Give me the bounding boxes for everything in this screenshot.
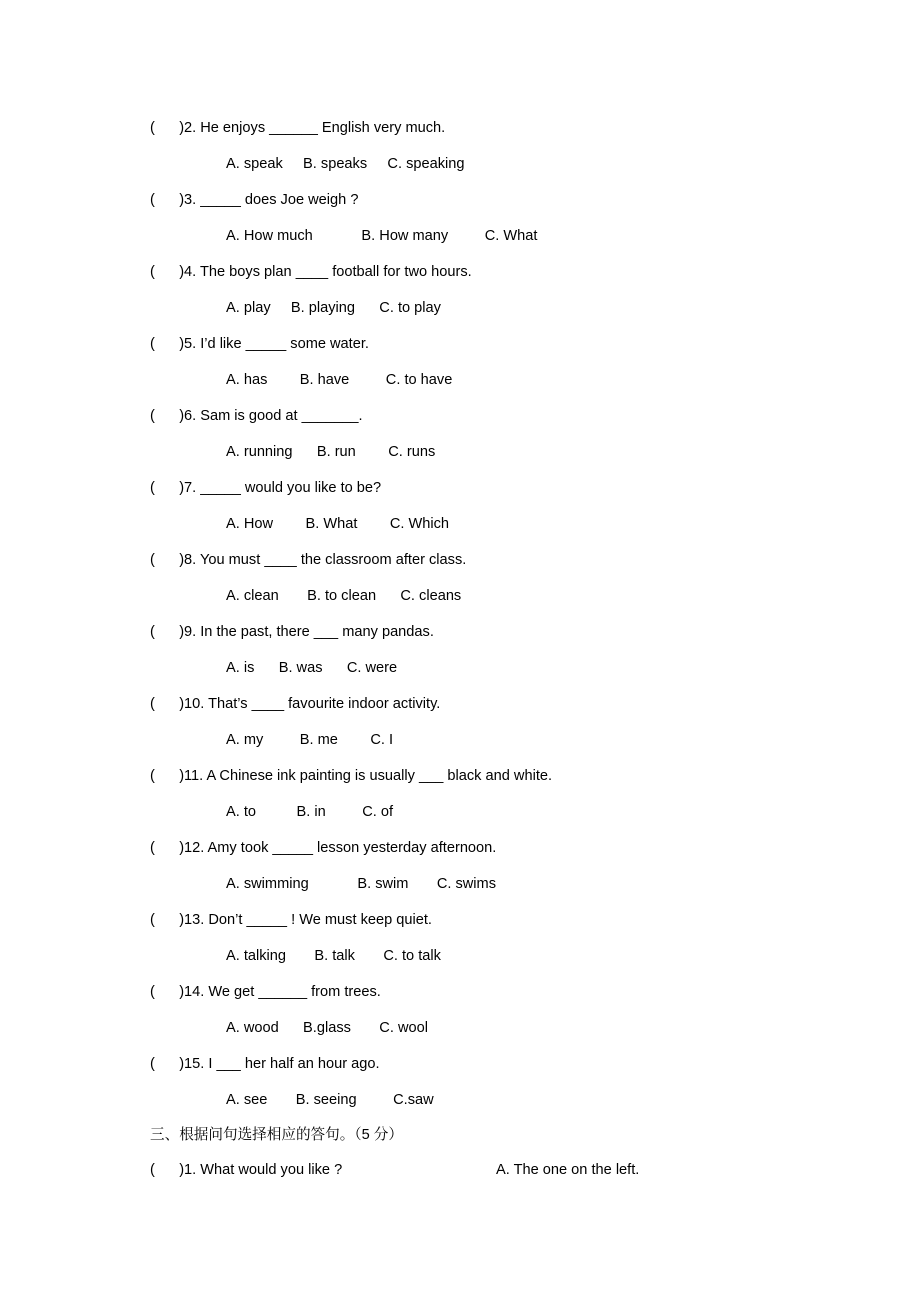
answer-bracket[interactable]: ( ) (150, 695, 185, 712)
question-stem-line (150, 614, 830, 650)
question-stem: 11. A Chinese ink painting is usually ___ black and white. (184, 767, 553, 784)
question-item (150, 686, 830, 758)
question-stem-line (150, 758, 830, 794)
answer-bracket[interactable]: ( ) (150, 767, 185, 784)
answer-bracket[interactable]: ( ) (150, 983, 185, 1000)
answer-bracket[interactable]: ( ) (150, 911, 185, 928)
question-item (150, 974, 830, 1046)
question-stem-line (150, 830, 830, 866)
question-stem: 13. Don’t _____ ! We must keep quiet. (184, 911, 432, 928)
question-stem-line (150, 254, 830, 290)
answer-bracket[interactable]: ( ) (150, 1161, 185, 1178)
question-stem-line (150, 974, 830, 1010)
question-stem-line (150, 902, 830, 938)
question-stem-line (150, 398, 830, 434)
matching-item (150, 1152, 830, 1188)
question-stem: 6. Sam is good at _______. (184, 407, 363, 424)
matching-question: 1. What would you like ? (184, 1161, 343, 1178)
question-options: A. my B. me C. I (226, 731, 394, 748)
question-options: A. see B. seeing C.saw (226, 1091, 434, 1108)
question-stem-line (150, 110, 830, 146)
question-options: A. has B. have C. to have (226, 371, 453, 388)
question-item (150, 110, 830, 182)
answer-bracket[interactable]: ( ) (150, 263, 185, 280)
answer-bracket[interactable]: ( ) (150, 623, 185, 640)
question-stem: 2. He enjoys ______ English very much. (184, 119, 446, 136)
question-stem: 14. We get ______ from trees. (184, 983, 381, 1000)
question-stem: 4. The boys plan ____ football for two hours. (184, 263, 472, 280)
question-stem: 9. In the past, there ___ many pandas. (184, 623, 434, 640)
answer-bracket[interactable]: ( ) (150, 551, 185, 568)
question-options: A. How B. What C. Which (226, 515, 450, 532)
question-options: A. clean B. to clean C. cleans (226, 587, 462, 604)
question-options: A. wood B.glass C. wool (226, 1019, 428, 1036)
answer-bracket[interactable]: ( ) (150, 479, 185, 496)
question-stem-line (150, 470, 830, 506)
question-stem-line (150, 686, 830, 722)
question-options: A. play B. playing C. to play (226, 299, 441, 316)
question-options: A. running B. run C. runs (226, 443, 436, 460)
answer-bracket[interactable]: ( ) (150, 1055, 185, 1072)
question-stem: 15. I ___ her half an hour ago. (184, 1055, 380, 1072)
question-item (150, 614, 830, 686)
question-stem: 12. Amy took _____ lesson yesterday afternoon. (184, 839, 497, 856)
question-item (150, 1046, 830, 1118)
answer-bracket[interactable]: ( ) (150, 335, 185, 352)
question-options: A. How much B. How many C. What (226, 227, 538, 244)
question-stem-line (150, 326, 830, 362)
section-heading-three: 三、根据问句选择相应的答句。（5 分） (150, 1126, 403, 1143)
question-item (150, 326, 830, 398)
question-item (150, 254, 830, 326)
question-options: A. is B. was C. were (226, 659, 398, 676)
answer-bracket[interactable]: ( ) (150, 119, 185, 136)
question-item (150, 182, 830, 254)
question-options: A. to B. in C. of (226, 803, 394, 820)
question-options: A. speak B. speaks C. speaking (226, 155, 465, 172)
question-stem-line (150, 542, 830, 578)
question-stem-line (150, 182, 830, 218)
answer-bracket[interactable]: ( ) (150, 839, 185, 856)
question-item (150, 758, 830, 830)
question-item (150, 830, 830, 902)
matching-answer: A. The one on the left. (496, 1161, 640, 1178)
question-options: A. swimming B. swim C. swims (226, 875, 497, 892)
question-stem: 8. You must ____ the classroom after class. (184, 551, 467, 568)
question-stem: 10. That’s ____ favourite indoor activity. (184, 695, 441, 712)
question-item (150, 470, 830, 542)
question-stem: 5. I’d like _____ some water. (184, 335, 369, 352)
answer-bracket[interactable]: ( ) (150, 191, 185, 208)
question-item (150, 398, 830, 470)
answer-bracket[interactable]: ( ) (150, 407, 185, 424)
question-stem: 3. _____ does Joe weigh ? (184, 191, 359, 208)
question-options: A. talking B. talk C. to talk (226, 947, 441, 964)
question-stem: 7. _____ would you like to be? (184, 479, 382, 496)
question-stem-line (150, 1046, 830, 1082)
question-item (150, 902, 830, 974)
question-item (150, 542, 830, 614)
